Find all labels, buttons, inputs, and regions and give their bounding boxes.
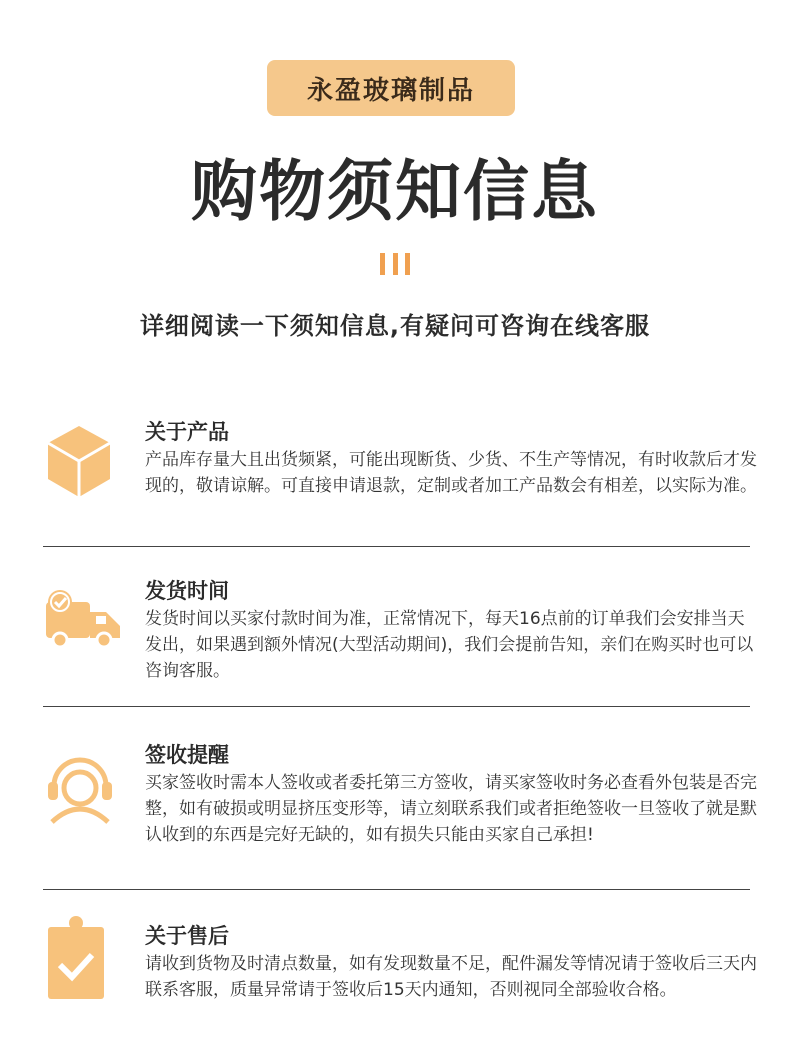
page-title: 购物须知信息 xyxy=(191,153,599,230)
delivery-truck-icon xyxy=(44,588,124,652)
bar xyxy=(393,253,398,275)
section-body: 发货时间以买家付款时间为准，正常情况下，每天16点前的订单我们会安排当天发出，如果遇到额外情况(大型活动期间)，我们会提前告知，亲们在购买时也可以咨询客服。 xyxy=(145,609,754,681)
divider xyxy=(43,546,750,547)
divider xyxy=(43,889,750,890)
section-body: 买家签收时需本人签收或者委托第三方签收，请买家签收时务必查看外包装是否完整，如有破损或明显挤压变形等，请立刻联系我们或者拒绝签收一旦签收了就是默认收到的东西是完好无缺的，如有损失只能由买家自己承担! xyxy=(145,773,757,845)
brand-badge: 永盈玻璃制品 xyxy=(267,60,515,116)
bar xyxy=(380,253,385,275)
customer-service-icon xyxy=(44,752,116,824)
box-icon xyxy=(44,422,114,502)
decorative-bars xyxy=(380,253,410,275)
section-title: 签收提醒 xyxy=(145,743,229,767)
section-title: 发货时间 xyxy=(145,579,229,603)
bar xyxy=(405,253,410,275)
section-body: 请收到货物及时清点数量，如有发现数量不足，配件漏发等情况请于签收后三天内联系客服，质量异常请于签收后15天内通知，否则视同全部验收合格。 xyxy=(145,954,757,1000)
page-subtitle: 详细阅读一下须知信息,有疑问可咨询在线客服 xyxy=(139,312,651,340)
section-title: 关于产品 xyxy=(145,420,229,444)
section-title: 关于售后 xyxy=(145,924,229,948)
section-body: 产品库存量大且出货频紧，可能出现断货、少货、不生产等情况，有时收款后才发现的，敬请谅解。可直接申请退款，定制或者加工产品数会有相差，以实际为准。 xyxy=(145,450,757,496)
divider xyxy=(43,706,750,707)
clipboard-check-icon xyxy=(44,915,108,1001)
